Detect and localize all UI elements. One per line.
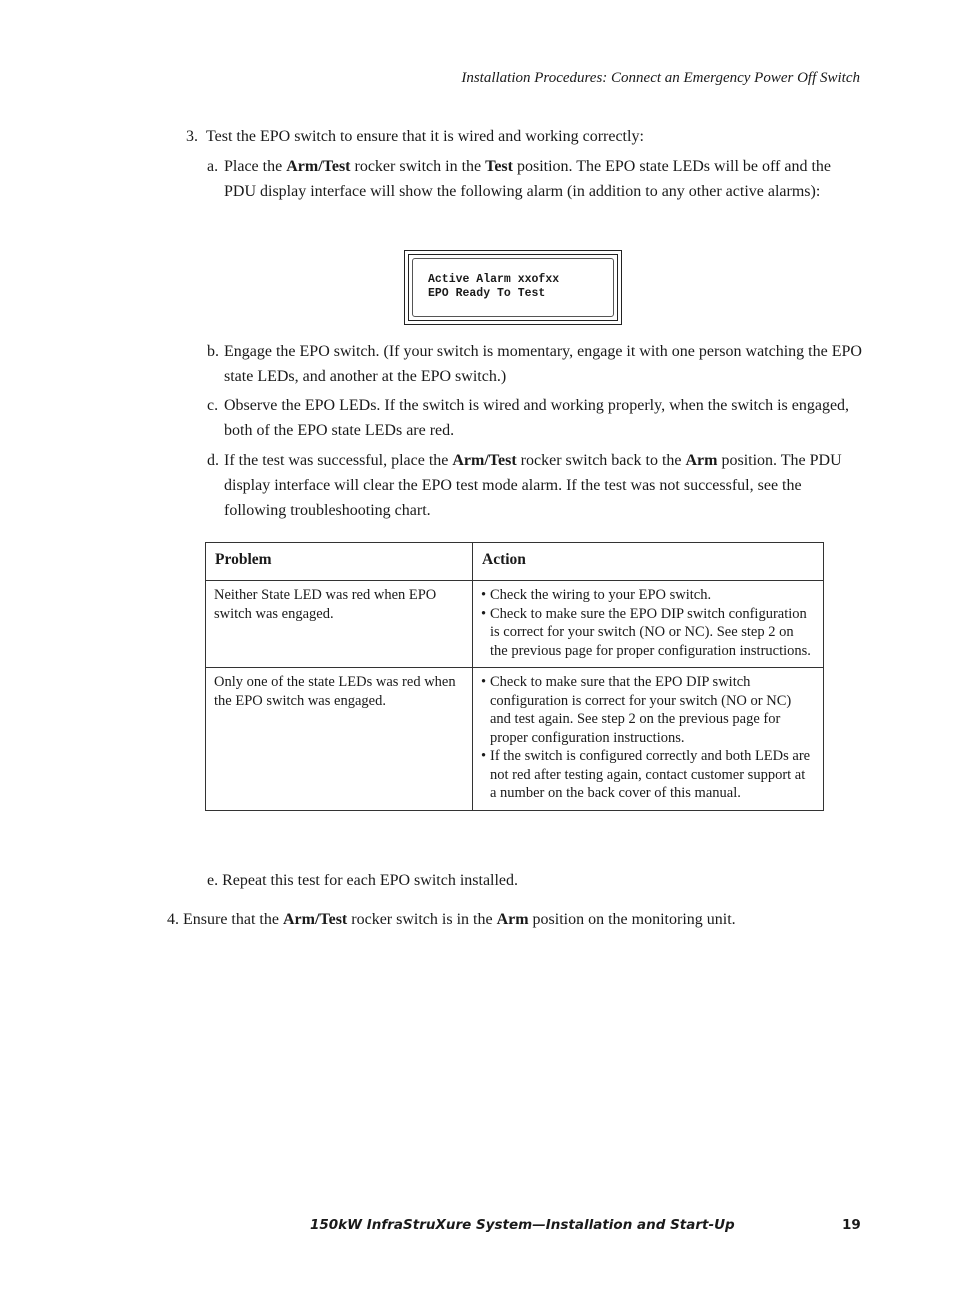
substep-d [207,448,862,523]
table-row [206,581,824,668]
troubleshooting-table [205,542,824,811]
substep-d-label: d. [207,452,219,469]
pdu-display-text [428,273,559,301]
page-number: 19 [842,1217,861,1233]
running-header: Installation Procedures: Connect an Emergency Power Off Switch [461,70,860,86]
footer-title: 150kW InfraStruXure System—Installation and Start-Up [310,1217,735,1233]
step-4: 4. Ensure that the Arm/Test rocker switch is in the Arm position on the monitoring unit. [167,911,736,928]
step-3-text: Test the EPO switch to ensure that it is wired and working correctly: [206,128,644,145]
substep-b-text: Engage the EPO switch. (If your switch is momentary, engage it with one person watching the EPO state LEDs, and another at the EPO switch.) [224,343,862,385]
action-item: • If the switch is configured correctly and both LEDs are not red after testing again, contact customer support at a number on the back cover of this manual. [481,747,814,803]
step-3-number: 3. [186,128,198,145]
substep-d-text: If the test was successful, place the Arm/Test rocker switch back to the Arm position. The PDU display interface will clear the EPO test mode alarm. If the test was not successful, see the following troubleshooting chart. [224,452,842,519]
action-item: • Check to make sure the EPO DIP switch configuration is correct for your switch (NO or NC). See step 2 on the previous page for proper configuration instructions. [481,605,814,661]
problem-cell: Neither State LED was red when EPO switch was engaged. [206,581,473,668]
display-line-1: Active Alarm xxofxx [428,273,560,286]
substep-b [207,339,862,389]
substep-c [207,393,862,443]
substep-c-label: c. [207,397,219,414]
display-line-2: EPO Ready To Test [428,287,546,300]
problem-cell: Only one of the state LEDs was red when the EPO switch was engaged. [206,668,473,811]
substep-b-label: b. [207,343,219,360]
action-item: • Check the wiring to your EPO switch. [481,586,814,605]
substep-a [207,154,862,204]
action-cell [473,668,824,811]
table-row [206,668,824,811]
column-header-problem: Problem [206,543,473,581]
substep-a-text: Place the Arm/Test rocker switch in the Test position. The EPO state LEDs will be off and the PDU display interface will show the following alarm (in addition to any other active alarms): [224,158,832,200]
pdu-display-panel [404,250,622,325]
step-3 [186,124,866,149]
table-header-row [206,543,824,581]
substep-e: e. Repeat this test for each EPO switch installed. [207,872,519,889]
column-header-action: Action [473,543,824,581]
substep-a-label: a. [207,158,219,175]
substep-c-text: Observe the EPO LEDs. If the switch is wired and working properly, when the switch is engaged, both of the EPO state LEDs are red. [224,397,850,439]
action-item: • Check to make sure that the EPO DIP switch configuration is correct for your switch (NO or NC) and test again. See step 2 on the previous page for proper configuration instructions. [481,673,814,747]
action-cell [473,581,824,668]
